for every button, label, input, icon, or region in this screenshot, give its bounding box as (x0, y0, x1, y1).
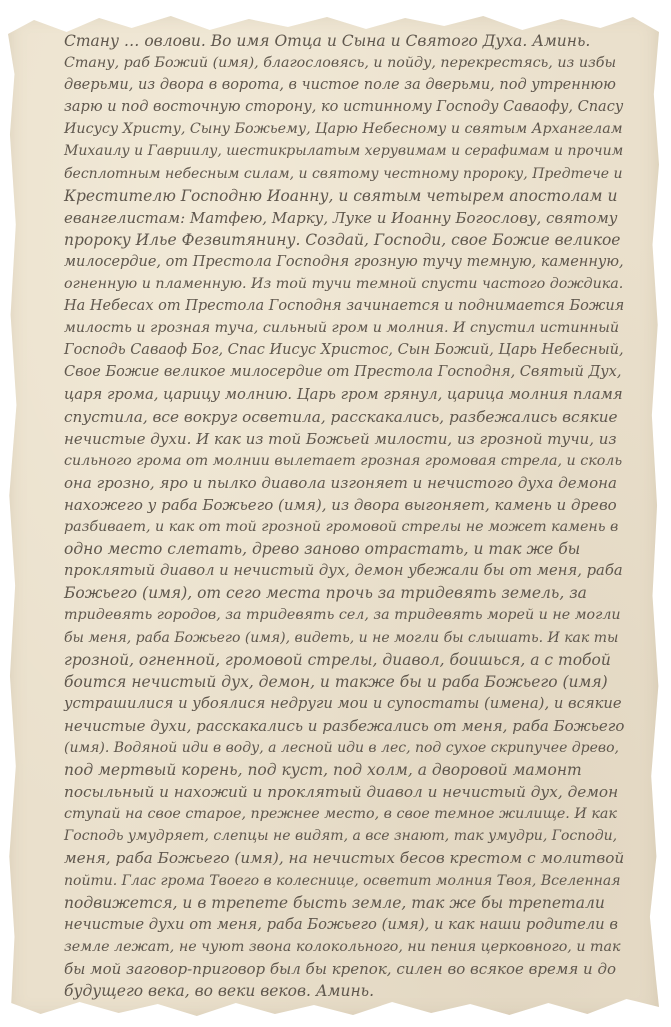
text-line: милосердие, от Престола Господня грозную тучу темную, каменную, (64, 253, 624, 270)
text-line: нечистые духи, расскакались и разбежались от меня, раба Божьего (64, 716, 625, 735)
text-line: разбивает, и как от той грозной громовой стрелы не может камень в (64, 519, 619, 536)
text-line: сильного грома от молнии вылетает грозная громовая стрела, и сколь (64, 452, 623, 469)
text-line: Стану … овлови. Во имя Отца и Сына и Святого Духа. Аминь. (64, 32, 591, 50)
text-line: Михаилу и Гавриилу, шестикрылатым херувимам и серафимам и прочим (64, 143, 624, 160)
text-line: спустила, все вокруг осветила, расскакались, разбежались всякие (64, 407, 618, 426)
text-line: одно место слетать, древо заново отрастать, и так же бы (64, 540, 581, 559)
text-line: Божьего (имя), от сего места прочь за тридевять земель, за (64, 584, 587, 603)
text-line: бы меня, раба Божьего (имя), видеть, и не могли бы слышать. И как ты (64, 629, 619, 646)
text-line: под мертвый корень, под куст, под холм, а дворовой мамонт (64, 761, 582, 780)
text-line: бесплотным небесным силам, и святому честному пророку, Предтече и (64, 165, 623, 182)
text-line: Свое Божие великое милосердие от Престола Господня, Святый Дух, (64, 364, 622, 381)
text-line: пророку Илье Фезвитянину. Создай, Господи, свое Божие великое (64, 230, 621, 249)
text-line: грозной, огненной, громовой стрелы, диавол, боишься, а с тобой (64, 650, 611, 669)
text-line: Иисусу Христу, Сыну Божьему, Царю Небесному и святым Архангелам (64, 121, 623, 138)
text-line: Крестителю Господню Иоанну, и святым четырем апостолам и (64, 186, 618, 205)
text-line: евангелистам: Матфею, Марку, Луке и Иоанну Богослову, святому (64, 208, 618, 227)
text-line: дверьми, из двора в ворота, в чистое поле за дверьми, под утреннюю (64, 77, 616, 94)
text-line: огненную и пламенную. Из той тучи темной спусти частого дождика. (64, 276, 624, 293)
text-line: проклятый диавол и нечистый дух, демон убежали бы от меня, раба (64, 562, 623, 580)
text-line: она грозно, яро и пылко диавола изгоняет и нечистого духа демона (64, 473, 617, 492)
text-line: ступай на свое старое, прежнее место, в свое темное жилище. И как (64, 806, 617, 823)
text-line: (имя). Водяной иди в воду, а лесной иди в лес, под сухое скрипучее древо, (64, 740, 619, 756)
text-line: тридевять городов, за тридевять сел, за тридевять морей и не могли (64, 607, 621, 624)
text-line: меня, раба Божьего (имя), на нечистых бесов крестом с молитвой (64, 849, 625, 868)
text-line: царя грома, царицу молнию. Царь гром грянул, царица молния пламя (64, 385, 623, 403)
text-line: На Небесах от Престола Господня зачинается и поднимается Божия (64, 298, 625, 315)
text-line: нахожего у раба Божьего (имя), из двора выгоняет, камень и древо (64, 495, 617, 514)
text-line: устрашилися и убоялися недруги мои и супостаты (имена), и всякие (64, 694, 622, 712)
text-line: земле лежат, не чуют звона колокольного, ни пения церковного, и так (64, 938, 621, 955)
text-line: бы мой заговор-приговор был бы крепок, силен во всякое время и до (64, 959, 616, 978)
prayer-text (64, 30, 624, 1002)
text-line: подвижется, и в трепете бысть земле, так же бы трепетали (64, 893, 605, 912)
text-line: посыльный и нахожий и проклятый диавол и нечистый дух, демон (64, 783, 619, 802)
text-line: Господь Саваоф Бог, Спас Иисус Христос, Сын Божий, Царь Небесный, (64, 342, 624, 359)
text-line: зарю и под восточную сторону, ко истинному Господу Саваофу, Спасу (64, 99, 624, 116)
text-line: Стану, раб Божий (имя), благословясь, и пойду, перекрестясь, из избы (64, 55, 617, 72)
text-line: боится нечистый дух, демон, и также бы и раба Божьего (имя) (64, 672, 608, 691)
text-line: будущего века, во веки веков. Аминь. (64, 982, 375, 1001)
text-line: нечистые духи. И как из той Божьей милости, из грозной тучи, из (64, 429, 617, 448)
text-line: Господь умудряет, слепцы не видят, а все знают, так умудри, Господи, (64, 828, 618, 845)
text-line: пойти. Глас грома Твоего в колеснице, осветит молния Твоя, Вселенная (64, 872, 621, 889)
text-line: нечистые духи от меня, раба Божьего (имя), и как наши родители в (64, 915, 618, 933)
text-line: милость и грозная туча, сильный гром и молния. И спустил истинный (64, 320, 620, 337)
